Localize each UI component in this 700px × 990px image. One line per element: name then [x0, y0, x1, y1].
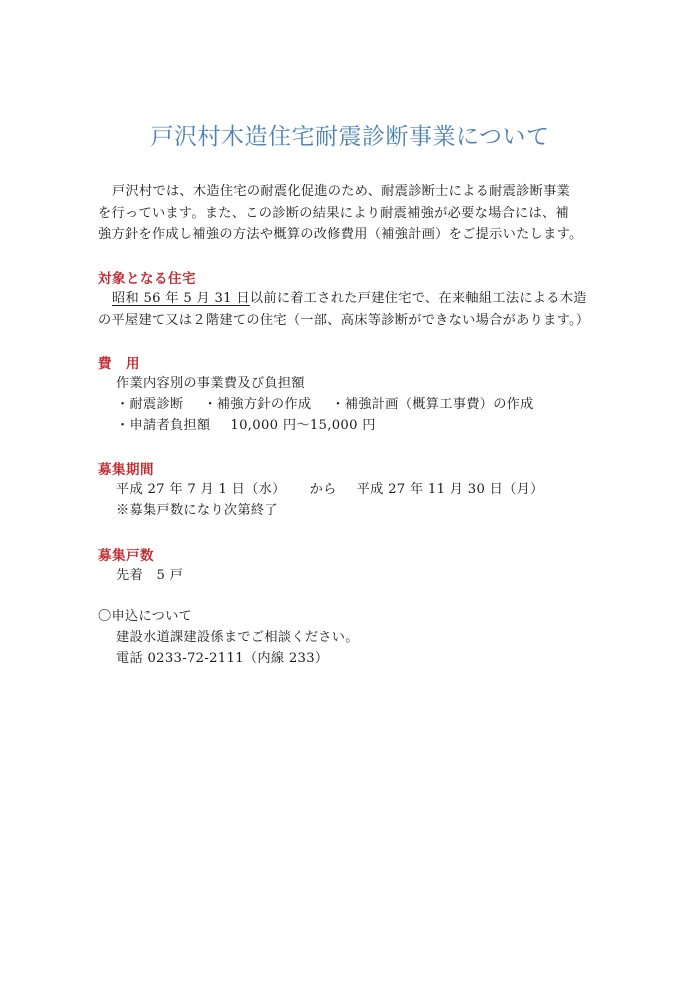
units-line: 先着 5 戸	[116, 568, 184, 583]
intro-line-2: を行っています。また、この診断の結果により耐震補強が必要な場合には、補	[98, 205, 570, 221]
cost-burden-value: 10,000 円～15,000 円	[230, 418, 376, 433]
target-date: 昭和 56 年 5 月 31 日	[112, 291, 250, 306]
cost-burden-label: ・申請者負担額	[116, 418, 211, 433]
target-line-2: の平屋建て又は２階建ての住宅（一部、高床等診断ができない場合があります。）	[98, 312, 590, 328]
units-heading: 募集戸数	[98, 548, 154, 564]
target-paragraph	[98, 288, 608, 331]
intro-paragraph	[98, 181, 608, 246]
intro-line-1: 戸沢村では、木造住宅の耐震化促進のため、耐震診断士による耐震診断事業	[112, 184, 571, 199]
target-heading: 対象となる住宅	[98, 271, 196, 287]
target-line-1	[98, 288, 608, 310]
cost-burden-line	[116, 415, 376, 437]
period-heading: 募集期間	[98, 462, 154, 478]
apply-phone: 電話 0233-72-2111（内線 233）	[116, 651, 329, 666]
target-line-1-rest: 以前に着工された戸建住宅で、在来軸組工法による木造	[249, 291, 587, 306]
cost-item: ・補強計画（概算工事費）の作成	[331, 397, 534, 412]
cost-item: ・補強方針の作成	[203, 397, 312, 412]
page-title: 戸沢村木造住宅耐震診断事業について	[150, 124, 550, 150]
period-start: 平成 27 年 7 月 1 日（水）	[116, 482, 286, 497]
cost-items-line	[116, 394, 534, 416]
period-note: ※募集戸数になり次第終了	[116, 503, 278, 518]
intro-line-3: 強方針を作成し補強の方法や概算の改修費用（補強計画）をご提示いたします。	[98, 227, 583, 242]
cost-heading: 費 用	[98, 356, 140, 372]
period-end: 平成 27 年 11 月 30 日（月）	[356, 482, 544, 497]
cost-line-1: 作業内容別の事業費及び負担額	[116, 376, 305, 391]
apply-title: 〇申込について	[98, 609, 193, 624]
cost-item: ・耐震診断	[116, 397, 184, 412]
period-from: から	[309, 482, 337, 497]
apply-line-1: 建設水道課建設係までご相談ください。	[116, 630, 359, 645]
period-dates-line	[116, 479, 544, 501]
